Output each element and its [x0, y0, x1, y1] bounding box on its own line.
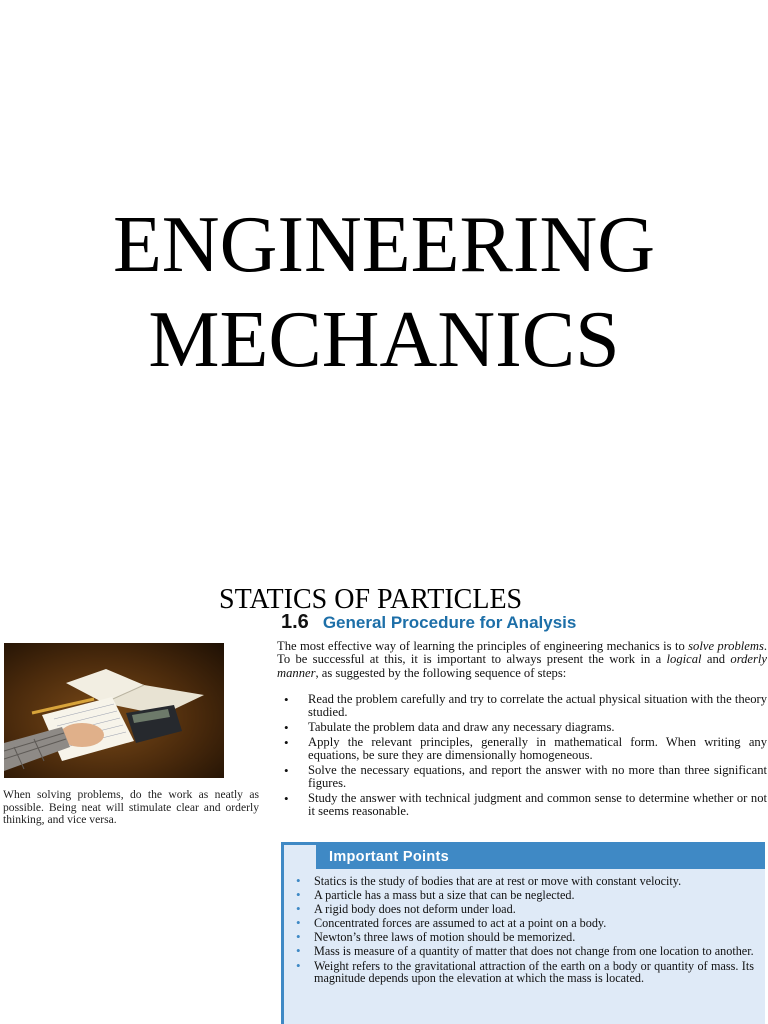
important-points-heading: Important Points — [316, 845, 765, 869]
slide-title — [0, 198, 768, 388]
section-title: General Procedure for Analysis — [322, 613, 577, 632]
important-point: • A particle has a mass but a size that can be neglected. — [288, 889, 754, 902]
section-intro — [277, 640, 767, 680]
figure-caption: When solving problems, do the work as neatly as possible. Being neat will stimulate clear and orderly thinking, and vice versa. — [3, 788, 259, 826]
procedure-step: • Tabulate the problem data and draw any necessary diagrams. — [278, 721, 767, 734]
title-line-1: ENGINEERING — [112, 201, 656, 289]
intro-text-3: and — [701, 652, 731, 667]
procedure-step: • Study the answer with technical judgment and common sense to determine whether or not it seems reasonable. — [278, 792, 767, 818]
study-desk-photo — [4, 643, 224, 778]
intro-text-1: The most effective way of learning the principles of engineering mechanics is to — [277, 639, 689, 653]
slide-subtitle: STATICS OF PARTICLES — [219, 584, 523, 615]
important-point: • Weight refers to the gravitational attraction of the earth on a body or quantity of mass. Its magnitude depends upon the elevation at which the mass is located. — [288, 960, 754, 985]
important-point: • Mass is measure of a quantity of matter that does not change from one location to another. — [288, 945, 754, 958]
calculator — [126, 705, 182, 743]
section-number: 1.6 — [281, 611, 309, 633]
intro-emphasis-3: orderly manner — [277, 652, 767, 680]
section-heading — [281, 611, 576, 634]
title-line-2: MECHANICS — [148, 296, 620, 384]
sleeve — [4, 727, 70, 771]
intro-emphasis-1: solve problems — [688, 639, 764, 653]
important-point: • Statics is the study of bodies that are at rest or move with constant velocity. — [288, 875, 754, 888]
desk-illustration — [4, 643, 224, 778]
intro-text-4: , as suggested by the following sequence of steps: — [315, 665, 567, 680]
procedure-steps-list — [278, 693, 767, 820]
procedure-step: • Apply the relevant principles, generally in mathematical form. When writing any equations, be sure they are dimensionally homogeneous. — [278, 736, 767, 762]
important-point: • Concentrated forces are assumed to act at a point on a body. — [288, 917, 754, 930]
procedure-step: • Solve the necessary equations, and report the answer with no more than three significant figures. — [278, 764, 767, 790]
intro-text-2: . To be successful at this, it is important to always present the work in a — [277, 639, 767, 667]
important-point: • Newton’s three laws of motion should be memorized. — [288, 931, 754, 944]
important-point: • A rigid body does not deform under load. — [288, 903, 754, 916]
important-points-list — [288, 875, 754, 986]
procedure-step: • Read the problem carefully and try to correlate the actual physical situation with the theory studied. — [278, 693, 767, 719]
intro-emphasis-2: logical — [666, 652, 702, 667]
